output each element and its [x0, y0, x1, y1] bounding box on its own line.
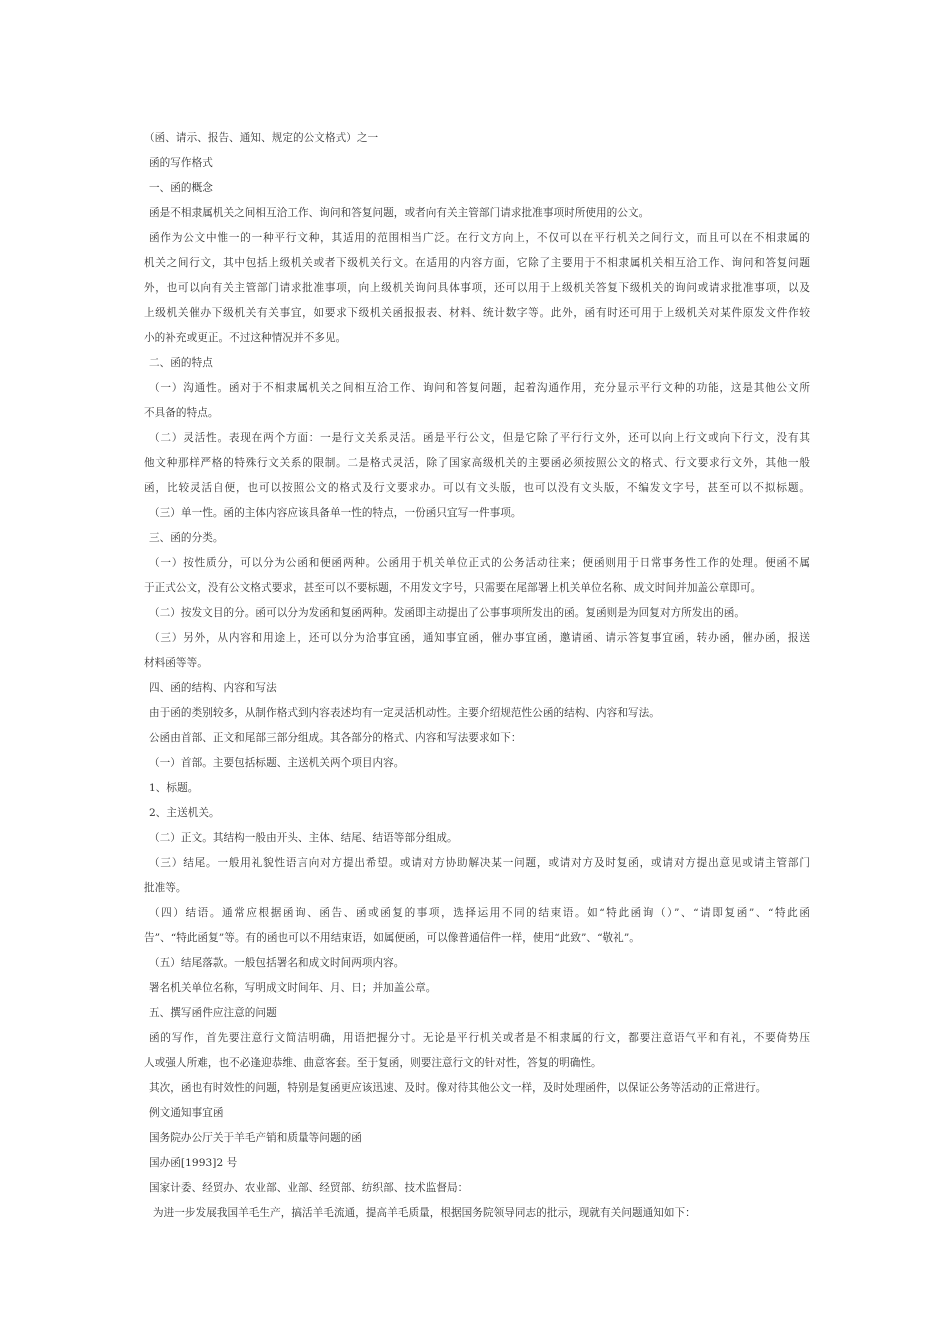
text-line: 告”、“特此函复”等。有的函也可以不用结束语，如属便函，可以像普通信件一样，使用“此致”、“敬礼”。 [144, 932, 640, 944]
text-line: 函，比较灵活自便，也可以按照公文的格式及行文要求办。可以有文头版，也可以没有文头版，不编发文字号，甚至可以不拟标题。 [144, 482, 810, 494]
text-line: 批准等。 [144, 882, 187, 894]
text-line: （一）沟通性。函对于不相隶属机关之间相互洽工作、询问和答复问题，起着沟通作用，充分显示平行文种的功能，这是其他公文所 [149, 382, 810, 394]
text-line: 五、撰写函件应注意的问题 [149, 1007, 277, 1019]
text-line: 外，也可以向有关主管部门请求批准事项，向上级机关询问具体事项，还可以用于上级机关答复下级机关的询问或请求批准事项，以及 [144, 282, 810, 294]
text-line: 材料函等等。 [144, 657, 208, 669]
text-line: （三）结尾。一般用礼貌性语言向对方提出希望。或请对方协助解决某一问题，或请对方及时复函，或请对方提出意见或请主管部门 [149, 857, 810, 869]
text-line: 署名机关单位名称，写明成文时间年、月、日；并加盖公章。 [149, 982, 437, 994]
text-line: 其次，函也有时效性的问题，特别是复函更应该迅速、及时。像对待其他公文一样，及时处理函件，以保证公务等活动的正常进行。 [149, 1082, 767, 1094]
text-line: 于正式公文，没有公文格式要求，甚至可以不要标题，不用发文字号，只需要在尾部署上机关单位名称、成文时间并加盖公章即可。 [144, 582, 762, 594]
text-line: 人或强人所难，也不必逢迎恭维、曲意客套。至于复函，则要注意行文的针对性，答复的明确性。 [144, 1057, 602, 1069]
text-line: 小的补充或更正。不过这种情况并不多见。 [144, 332, 347, 344]
text-line: 二、函的特点 [149, 357, 213, 369]
text-line: （五）结尾落款。一般包括署名和成文时间两项内容。 [149, 957, 405, 969]
text-line: （二）灵活性。表现在两个方面：一是行文关系灵活。函是平行公文，但是它除了平行行文外，还可以向上行文或向下行文，没有其 [149, 432, 810, 444]
text-line: （三）单一性。函的主体内容应该具备单一性的特点，一份函只宜写一件事项。 [149, 507, 522, 519]
text-line: 1、标题。 [149, 782, 199, 794]
text-line: 函的写作，首先要注意行文简洁明确，用语把握分寸。无论是平行机关或者是不相隶属的行文，都要注意语气平和有礼，不要倚势压 [149, 1032, 810, 1044]
text-line: 例文通知事宜函 [149, 1107, 224, 1119]
text-line: （四）结语。通常应根据函询、函告、函或函复的事项，选择运用不同的结束语。如“特此函询（）”、“请即复函”、“特此函 [149, 907, 810, 919]
text-line: 为进一步发展我国羊毛生产，搞活羊毛流通，提高羊毛质量，根据国务院领导同志的批示，现就有关问题通知如下： [153, 1207, 696, 1219]
text-line: 国家计委、经贸办、农业部、业部、经贸部、纺织部、技术监督局： [149, 1182, 469, 1194]
text-line: （一）按性质分，可以分为公函和便函两种。公函用于机关单位正式的公务活动往来；便函则用于日常事务性工作的处理。便函不属 [149, 557, 810, 569]
text-line: 国办函[1993]2 号 [149, 1157, 238, 1169]
text-line: 公函由首部、正文和尾部三部分组成。其各部分的格式、内容和写法要求如下： [149, 732, 522, 744]
document-body [144, 126, 810, 1226]
text-line: 上级机关催办下级机关有关事宜，如要求下级机关函报报表、材料、统计数字等。此外，函有时还可用于上级机关对某件原发文件作较 [144, 307, 810, 319]
text-line: 不具备的特点。 [144, 407, 219, 419]
text-line: 四、函的结构、内容和写法 [149, 682, 277, 694]
text-line: 函是不相隶属机关之间相互洽工作、询问和答复问题，或者向有关主管部门请求批准事项时所使用的公文。 [149, 207, 650, 219]
text-line: 函的写作格式 [149, 157, 213, 169]
text-line: 2、主送机关。 [149, 807, 220, 819]
text-line: 机关之间行文，其中包括上级机关或者下级机关行文。在适用的内容方面，它除了主要用于不相隶属机关相互洽工作、询问和答复问题 [144, 257, 810, 269]
text-line: 函作为公文中惟一的一种平行文种，其适用的范围相当广泛。在行文方向上，不仅可以在平行机关之间行文，而且可以在不相隶属的 [149, 232, 810, 244]
text-line: 他文种那样严格的特殊行文关系的限制。二是格式灵活，除了国家高级机关的主要函必须按照公文的格式、行文要求行文外，其他一般 [144, 457, 810, 469]
text-line: （一）首部。主要包括标题、主送机关两个项目内容。 [149, 757, 405, 769]
text-line: 国务院办公厅关于羊毛产销和质量等问题的函 [149, 1132, 362, 1144]
text-line: （函、请示、报告、通知、规定的公文格式）之一 [144, 132, 379, 144]
text-line: 由于函的类别较多，从制作格式到内容表述均有一定灵活机动性。主要介绍规范性公函的结构、内容和写法。 [149, 707, 660, 719]
text-line: （二）正文。其结构一般由开头、主体、结尾、结语等部分组成。 [149, 832, 458, 844]
text-line: （二）按发文目的分。函可以分为发函和复函两种。发函即主动提出了公事事项所发出的函。复函则是为回复对方所发出的函。 [149, 607, 746, 619]
text-line: （三）另外，从内容和用途上，还可以分为洽事宜函，通知事宜函，催办事宜函，邀请函、请示答复事宜函，转办函，催办函，报送 [149, 632, 810, 644]
text-line: 一、函的概念 [149, 182, 213, 194]
text-line: 三、函的分类。 [149, 532, 224, 544]
